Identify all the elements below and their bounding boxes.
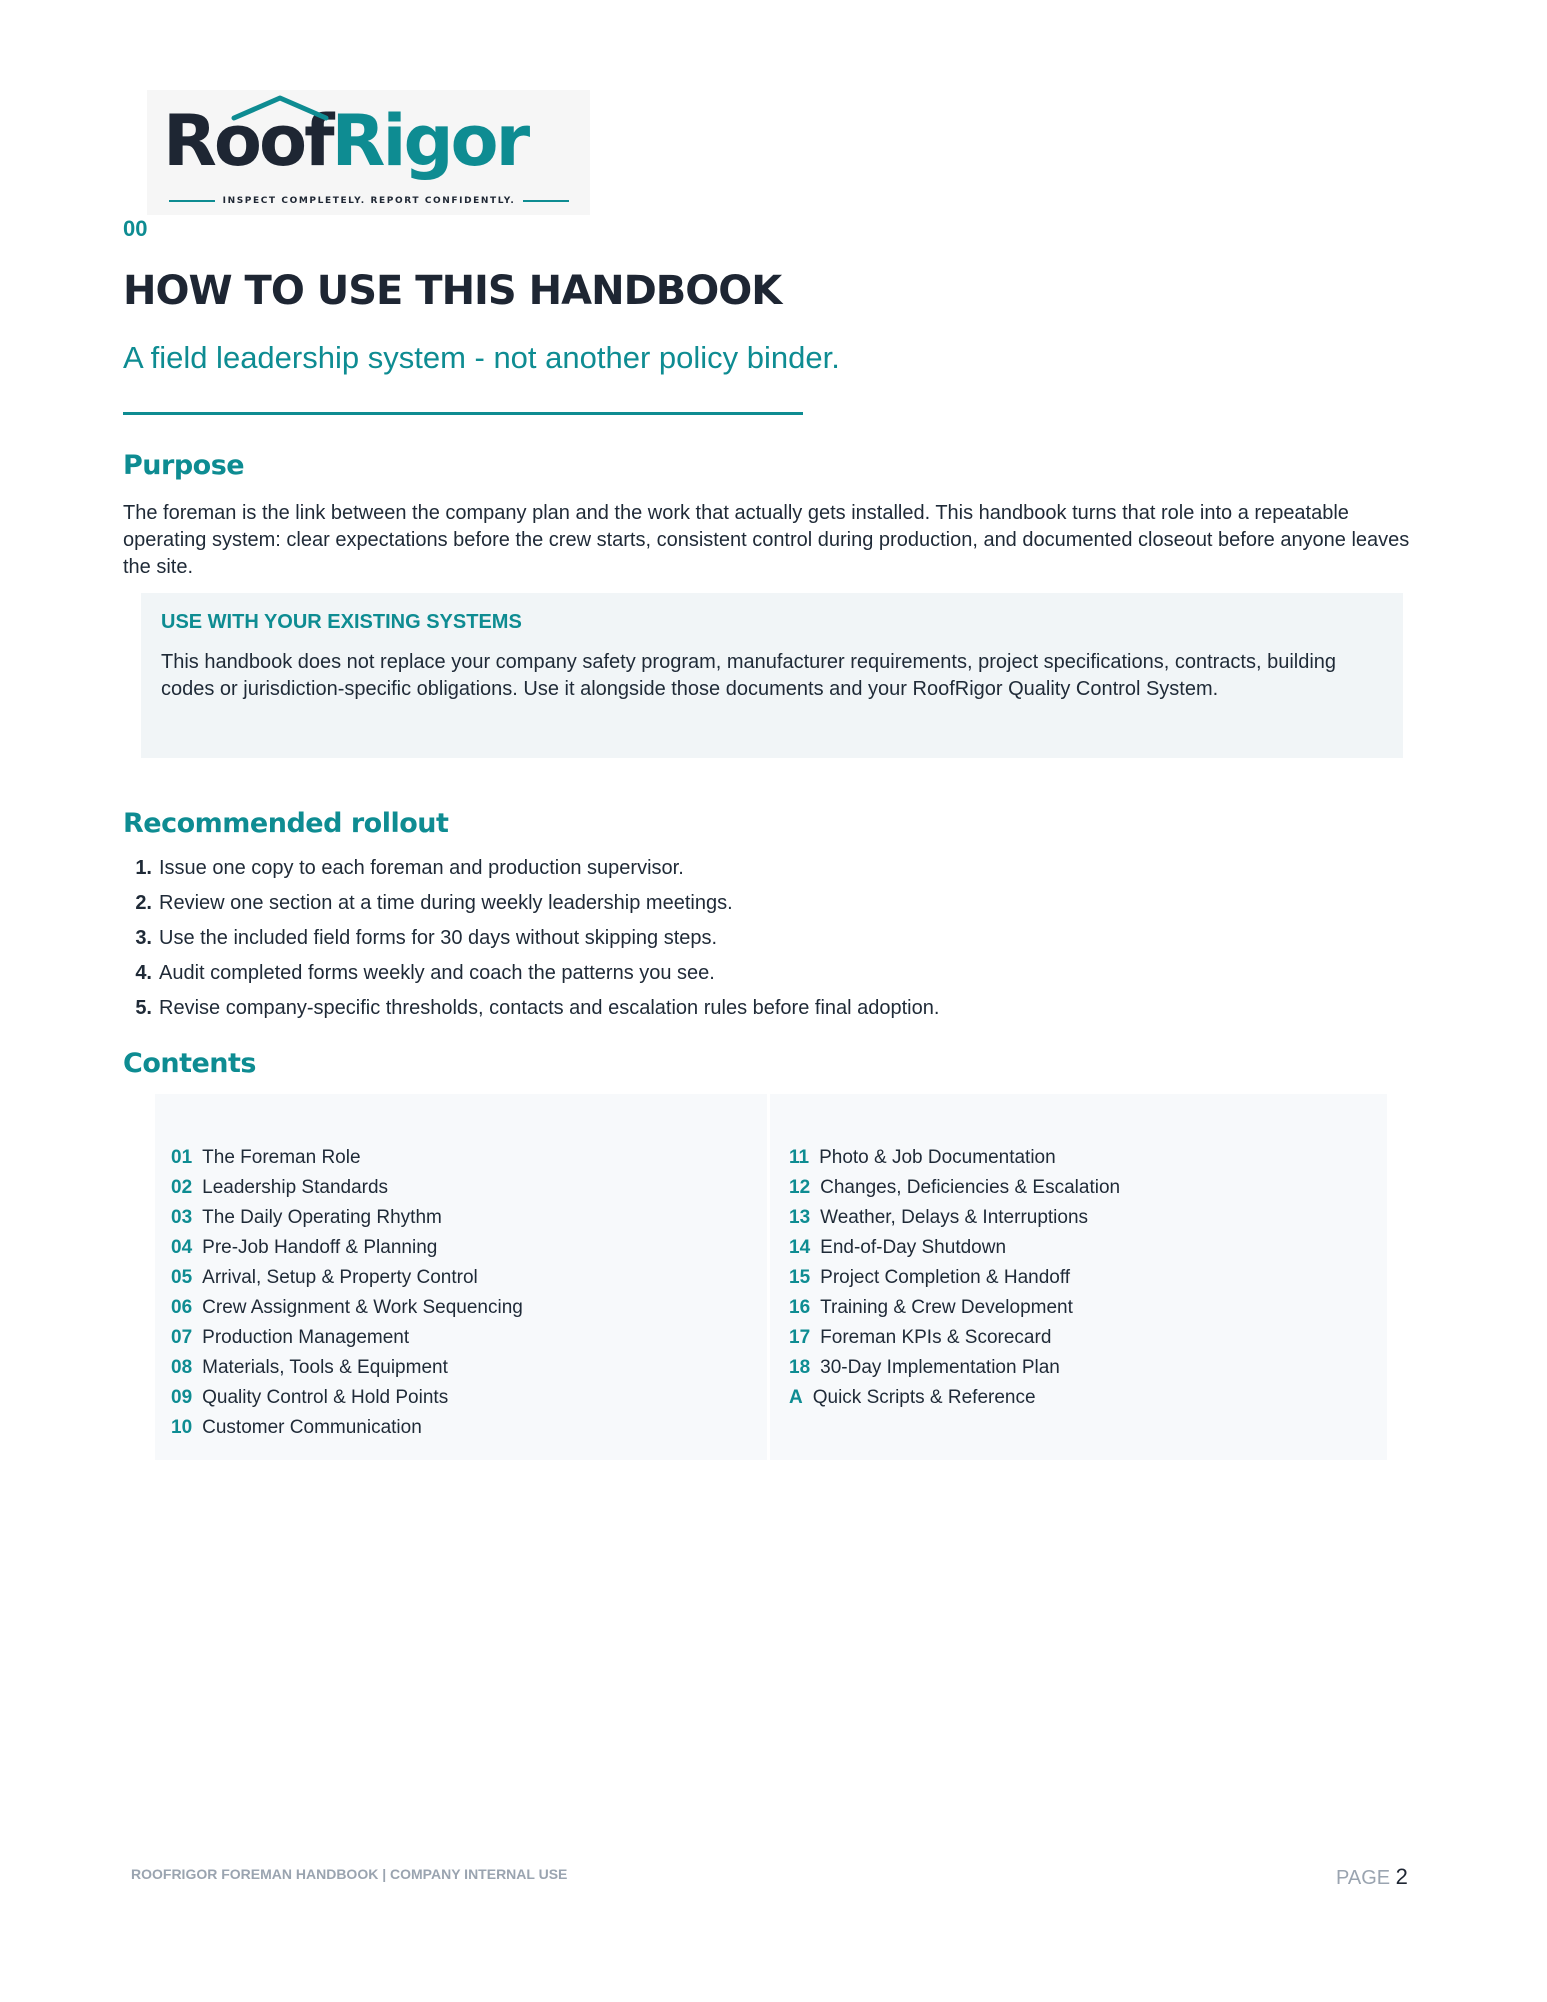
title-divider [123, 412, 803, 415]
toc-entry[interactable] [789, 1176, 1120, 1206]
toc-entry-label: 30-Day Implementation Plan [820, 1357, 1060, 1378]
company-logo [147, 90, 590, 215]
rollout-item [123, 890, 939, 925]
toc-entry-label: The Foreman Role [202, 1147, 361, 1168]
toc-entry-number: 07 [171, 1327, 193, 1348]
toc-entry-label: Weather, Delays & Interruptions [820, 1207, 1089, 1228]
rollout-item-number: 1. [135, 857, 152, 879]
house-roof-icon [230, 94, 330, 122]
toc-entry[interactable] [789, 1146, 1120, 1176]
toc-entry[interactable] [171, 1146, 523, 1176]
rollout-item-text: Issue one copy to each foreman and production supervisor. [159, 857, 684, 879]
toc-entry-number: 18 [789, 1357, 811, 1378]
rollout-item-number: 2. [135, 892, 152, 914]
toc-entry-number: 14 [789, 1237, 811, 1258]
toc-entry-number: A [789, 1387, 803, 1408]
toc-entry-number: 02 [171, 1177, 193, 1198]
toc-entry-number: 13 [789, 1207, 811, 1228]
rollout-item-text: Audit completed forms weekly and coach the patterns you see. [159, 962, 715, 984]
toc-entry[interactable] [789, 1296, 1120, 1326]
toc-entry-label: Production Management [202, 1327, 410, 1348]
toc-entry[interactable] [171, 1206, 523, 1236]
logo-wordmark [163, 100, 528, 182]
contents-column-divider [767, 1094, 770, 1460]
rollout-item [123, 925, 939, 960]
purpose-body: The foreman is the link between the company plan and the work that actually gets installed. This handbook turns that role into a repeatable operating system: clear expectations before the crew starts, consistent control during production, and documented closeout before anyone leaves the site. [123, 502, 1410, 578]
toc-entry-number: 11 [789, 1147, 810, 1168]
purpose-heading: Purpose [123, 450, 245, 481]
footer-page-label: PAGE [1336, 1867, 1391, 1889]
toc-entry-number: 15 [789, 1267, 811, 1288]
footer-page-number: 2 [1395, 1864, 1408, 1889]
toc-entry[interactable] [789, 1356, 1120, 1386]
footer-document-label: ROOFRIGOR FOREMAN HANDBOOK | COMPANY INTERNAL USE [131, 1866, 568, 1882]
toc-entry-label: Materials, Tools & Equipment [202, 1357, 448, 1378]
rollout-item-text: Review one section at a time during weekly leadership meetings. [159, 892, 733, 914]
toc-entry[interactable] [171, 1236, 523, 1266]
toc-entry-label: Arrival, Setup & Property Control [202, 1267, 478, 1288]
page-subtitle: A field leadership system - not another policy binder. [123, 340, 840, 375]
toc-entry-label: Photo & Job Documentation [819, 1147, 1056, 1168]
toc-entry-number: 03 [171, 1207, 193, 1228]
page-title: HOW TO USE THIS HANDBOOK [123, 268, 782, 314]
toc-entry-label: End-of-Day Shutdown [820, 1237, 1007, 1258]
rollout-item-text: Revise company-specific thresholds, contacts and escalation rules before final adoption. [159, 997, 940, 1019]
section-number: 00 [123, 216, 148, 241]
toc-entry-label: The Daily Operating Rhythm [202, 1207, 442, 1228]
toc-entry-label: Quick Scripts & Reference [812, 1387, 1036, 1408]
toc-entry-number: 09 [171, 1387, 193, 1408]
contents-column-left [171, 1146, 523, 1446]
toc-entry[interactable] [171, 1386, 523, 1416]
toc-entry-number: 17 [789, 1327, 811, 1348]
existing-systems-callout [141, 593, 1403, 758]
toc-entry-number: 01 [171, 1147, 193, 1168]
rollout-item [123, 855, 939, 890]
toc-entry[interactable] [171, 1296, 523, 1326]
toc-entry-number: 12 [789, 1177, 811, 1198]
toc-entry[interactable] [171, 1356, 523, 1386]
callout-title: USE WITH YOUR EXISTING SYSTEMS [161, 611, 522, 633]
toc-entry[interactable] [171, 1176, 523, 1206]
toc-entry[interactable] [171, 1416, 523, 1446]
contents-table [155, 1094, 1387, 1460]
toc-entry-number: 05 [171, 1267, 193, 1288]
toc-entry-label: Leadership Standards [202, 1177, 389, 1198]
rollout-item [123, 995, 939, 1030]
toc-entry-number: 08 [171, 1357, 193, 1378]
toc-entry-number: 06 [171, 1297, 193, 1318]
toc-entry[interactable] [789, 1326, 1120, 1356]
toc-entry[interactable] [789, 1386, 1120, 1416]
toc-entry-number: 16 [789, 1297, 811, 1318]
logo-word-roof: Roof [163, 100, 332, 182]
tagline-rule-left [169, 200, 215, 202]
rollout-item-number: 4. [135, 962, 152, 984]
toc-entry[interactable] [789, 1236, 1120, 1266]
toc-entry[interactable] [171, 1326, 523, 1356]
footer-page-indicator [1336, 1864, 1408, 1890]
rollout-item-number: 5. [135, 997, 152, 1019]
rollout-heading: Recommended rollout [123, 808, 449, 839]
tagline-rule-right [523, 200, 569, 202]
rollout-item-text: Use the included field forms for 30 days without skipping steps. [159, 927, 718, 949]
contents-column-right [789, 1146, 1120, 1416]
logo-tagline-row [169, 196, 569, 206]
toc-entry-label: Quality Control & Hold Points [202, 1387, 449, 1408]
toc-entry[interactable] [171, 1266, 523, 1296]
toc-entry-label: Changes, Deficiencies & Escalation [820, 1177, 1121, 1198]
toc-entry-label: Pre-Job Handoff & Planning [202, 1237, 438, 1258]
toc-entry[interactable] [789, 1266, 1120, 1296]
toc-entry-number: 10 [171, 1417, 193, 1438]
toc-entry-label: Customer Communication [202, 1417, 422, 1438]
rollout-item [123, 960, 939, 995]
toc-entry-label: Training & Crew Development [820, 1297, 1073, 1318]
logo-word-rigor: Rigor [331, 100, 528, 182]
toc-entry[interactable] [789, 1206, 1120, 1236]
logo-tagline: INSPECT COMPLETELY. REPORT CONFIDENTLY. [222, 196, 516, 206]
toc-entry-label: Crew Assignment & Work Sequencing [202, 1297, 523, 1318]
callout-body: This handbook does not replace your company safety program, manufacturer requirements, project specifications, contracts, building codes or jurisdiction-specific obligations. Use it alongside those documents and your RoofRigor Quality Control System. [161, 651, 1337, 700]
rollout-item-number: 3. [135, 927, 152, 949]
toc-entry-label: Foreman KPIs & Scorecard [820, 1327, 1052, 1348]
rollout-list [123, 855, 939, 1030]
toc-entry-number: 04 [171, 1237, 193, 1258]
contents-heading: Contents [123, 1048, 257, 1079]
toc-entry-label: Project Completion & Handoff [820, 1267, 1071, 1288]
